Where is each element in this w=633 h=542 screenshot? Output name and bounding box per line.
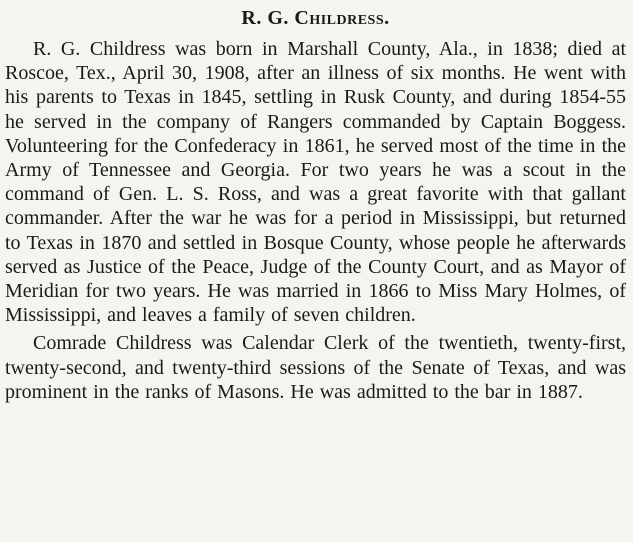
article-title xyxy=(5,5,626,31)
document-page xyxy=(0,5,633,542)
title-initials: R. G. xyxy=(241,7,295,29)
title-surname: Childress. xyxy=(294,7,390,29)
career-paragraph: Comrade Childress was Calendar Clerk of the twentieth, twenty-first, twenty-second, and twenty-third sessions of the Senate of Texas, and was prominent in the ranks of Masons. He was admitted to the bar in 1887. xyxy=(5,332,626,403)
biography-paragraph: R. G. Childress was born in Marshall County, Ala., in 1838; died at Roscoe, Tex., April 30, 1908, after an illness of six months. He went with his parents to Texas in 1845, settling in Rusk County, and during 1854-55 he served in the company of Rangers commanded by Captain Boggess. Volunteering for the Confederacy in 1861, he served most of the time in the Army of Tennessee and Georgia. For two years he was a scout in the command of Gen. L. S. Ross, and was a great favorite with that gallant commander. After the war he was for a period in Mississippi, but returned to Texas in 1870 and settled in Bosque County, whose people he afterwards served as Justice of the Peace, Judge of the County Court, and as Mayor of Meridian for two years. He was married in 1866 to Miss Mary Holmes, of Mississippi, and leaves a family of seven children. xyxy=(5,38,626,327)
